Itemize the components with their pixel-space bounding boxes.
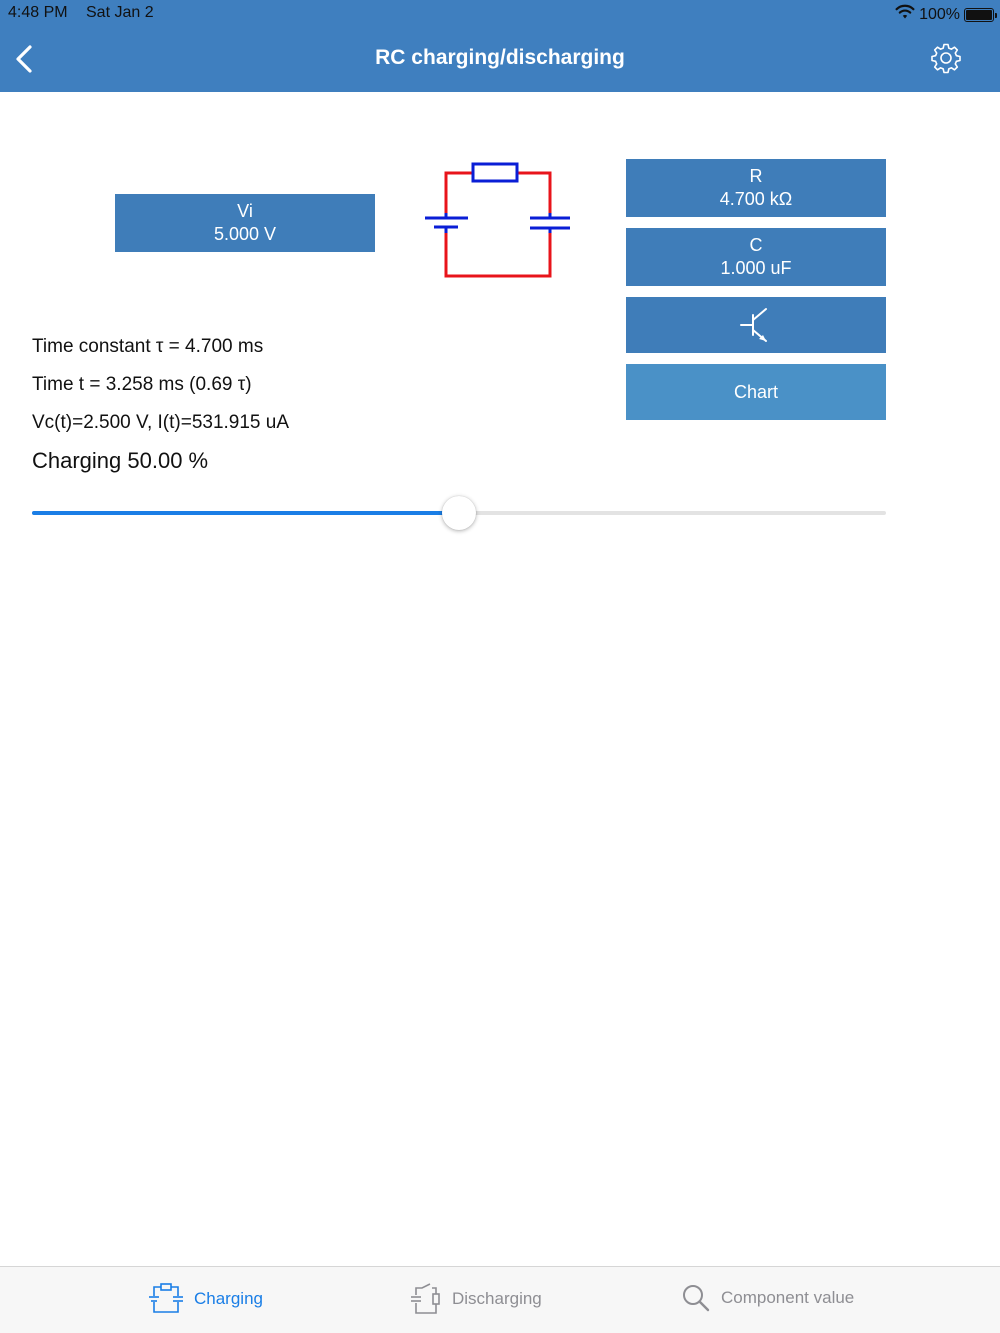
transistor-icon (738, 305, 774, 345)
time-text: Time t = 3.258 ms (0.69 τ) (32, 374, 252, 395)
r-value: 4.700 kΩ (719, 189, 793, 209)
switch-mode-button[interactable] (626, 297, 886, 353)
vi-label: Vi (237, 201, 253, 221)
c-label: C (749, 235, 763, 255)
tab-charging-label: Charging (194, 1289, 263, 1308)
charging-circuit-icon (148, 1283, 184, 1315)
rc-circuit-diagram (420, 155, 575, 285)
tab-discharging[interactable] (410, 1283, 542, 1315)
gear-icon (930, 42, 962, 74)
status-indicators (895, 4, 994, 25)
capacitor-symbol (530, 213, 570, 233)
time-constant-text: Time constant τ = 4.700 ms (32, 336, 264, 357)
tab-component-value-label: Component value (721, 1288, 855, 1307)
discharging-circuit-icon (410, 1283, 442, 1315)
chart-button[interactable]: Chart (626, 364, 886, 420)
battery-percent: 100% (919, 5, 960, 23)
capacitance-button[interactable] (626, 228, 886, 286)
battery-icon (964, 8, 994, 22)
page-title: RC charging/discharging (375, 46, 625, 69)
wifi-icon (895, 4, 915, 25)
voltage-source-symbol (425, 213, 468, 233)
vi-value: 5.000 V (213, 224, 277, 244)
tab-discharging-label: Discharging (452, 1289, 542, 1308)
voltage-current-text: Vc(t)=2.500 V, I(t)=531.915 uA (32, 412, 290, 433)
r-label: R (749, 166, 763, 186)
input-voltage-button[interactable] (115, 194, 375, 252)
time-slider[interactable] (32, 496, 886, 530)
resistance-button[interactable] (626, 159, 886, 217)
settings-button[interactable] (930, 42, 962, 74)
search-icon (681, 1283, 711, 1313)
status-date: Sat Jan 2 (86, 4, 154, 21)
slider-thumb[interactable] (442, 496, 476, 530)
tab-bar (0, 1266, 1000, 1333)
tab-component-value[interactable] (681, 1283, 854, 1313)
navigation-header (0, 0, 1000, 92)
slider-fill (32, 511, 459, 515)
status-time: 4:48 PM (8, 4, 68, 21)
tab-charging[interactable] (148, 1283, 263, 1315)
resistor-symbol (473, 164, 517, 181)
c-value: 1.000 uF (720, 258, 792, 278)
charging-percent-text: Charging 50.00 % (32, 448, 209, 473)
